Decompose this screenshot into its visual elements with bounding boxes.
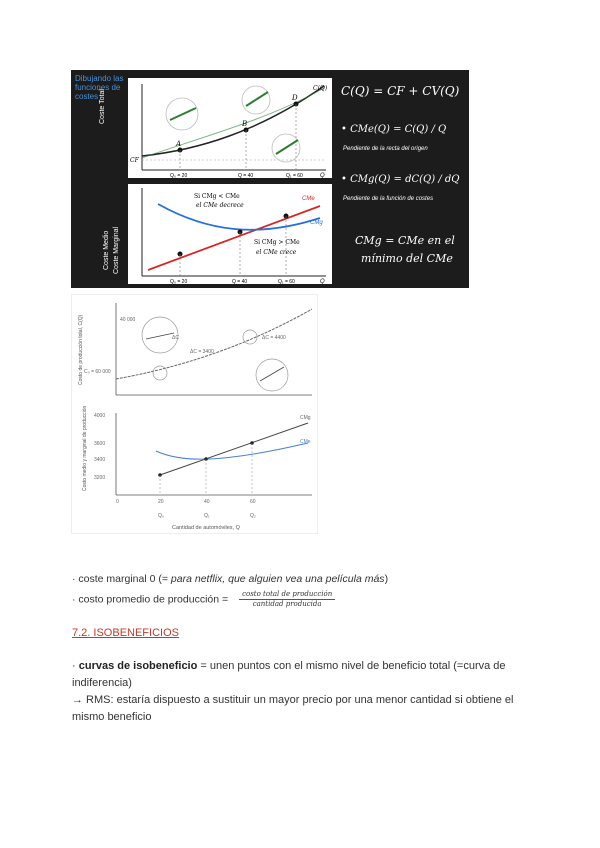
total-cost-chart [128, 78, 332, 178]
top-tick-y1: C₀ = 60 000 [84, 369, 111, 375]
point-b-label: B [242, 120, 248, 128]
bottom-tick-y1: 3600 [94, 441, 106, 447]
x-tick-0: Q₀ = 20 [170, 173, 188, 178]
point-a-label: A [176, 140, 182, 148]
annotation-0: ΔC = 3400 [190, 349, 214, 355]
caption-cmg: Pendiente de la función de costes [343, 196, 434, 202]
line-average-cost [72, 590, 335, 609]
p1-bold-term: curvas de isobeneficio [78, 660, 198, 672]
x-tick-1b: Q = 40 [232, 279, 248, 284]
top-tick-y0: 40 000 [120, 317, 136, 323]
scan-x-tick-3: 60 [250, 499, 256, 505]
line1-prefix: · coste marginal 0 (= [72, 573, 171, 585]
line1-suffix: ) [384, 573, 389, 585]
q-label-0: Q₀ [158, 513, 164, 519]
p1-rest: = unen puntos con el mismo nivel de beneficio total (=curva de indiferencia) [72, 660, 506, 689]
formula-cmg: • CMg(Q) = dC(Q) / dQ [341, 174, 460, 185]
cmg-label: CMg [310, 220, 323, 226]
x-tick-2: Q₁ = 60 [286, 173, 303, 178]
formula-cme: • CMe(Q) = C(Q) / Q [341, 124, 447, 135]
scan-bottom-ylabel: Costo medio y marginal de producción [82, 405, 88, 491]
x-tick-1: Q = 40 [238, 173, 254, 178]
avg-marginal-ylabel-2: Coste Marginal [113, 226, 120, 274]
annotation-1: ΔC = 4400 [262, 335, 286, 341]
scan-x-tick-2: 40 [204, 499, 210, 505]
scan-x-tick-0: 0 [116, 499, 119, 505]
cmg-line [148, 206, 320, 270]
scan-xlabel: Cantidad de automóviles, Q [172, 525, 240, 531]
q-label-1: Q₁ [204, 513, 210, 519]
note1-line2: el CMe decrece [196, 202, 244, 209]
fraction-numerator: costo total de producción [239, 590, 335, 600]
cme-label: CMe [302, 196, 315, 202]
caption-cme: Pendiente de la recta del origen [343, 146, 428, 152]
scan-x-tick-1: 20 [158, 499, 164, 505]
x-tick-2b: Q₁ = 60 [278, 279, 295, 284]
note2-line2: el CMe crece [256, 249, 297, 256]
textbook-chart [72, 295, 319, 535]
x-axis-letter: Q [320, 173, 325, 178]
line2-prefix: · costo promedio de producción = [72, 593, 232, 606]
q-label-2: Q₂ [250, 513, 256, 519]
isobenefit-paragraph [72, 658, 542, 692]
note1-line1: Si CMg < CMe [194, 193, 240, 200]
scan-top-ylabel: Costo de producción total, C(Q) [78, 314, 84, 385]
note2-line1: Si CMg > CMe [254, 239, 300, 246]
section-heading: 7.2. ISOBENEFICIOS [72, 627, 179, 639]
p1-bullet: · [72, 660, 79, 672]
total-cost-ylabel: Coste Total [99, 89, 106, 124]
lecture-slide-image [71, 70, 469, 288]
x-axis-letter-b: Q [320, 279, 325, 284]
average-cost-fraction [239, 590, 335, 609]
result-line-2: mínimo del CMe [361, 252, 453, 265]
rms-paragraph: → RMS: estaría dispuesto a sustituir un mayor precio por una menor cantidad si obtiene el mismo beneficio [72, 694, 514, 723]
result-line-1: CMg = CMe en el [355, 234, 455, 247]
line-marginal-cost [72, 573, 388, 585]
avg-marginal-panel [128, 184, 332, 284]
slide-title: Dibujando las funciones de costes [75, 74, 124, 101]
bottom-tick-y2: 3400 [94, 457, 106, 463]
avg-marginal-chart [128, 184, 332, 284]
scan-cmg-label: CMg [300, 415, 311, 421]
textbook-figure [71, 294, 318, 534]
cf-label: CF [130, 157, 139, 164]
formula-total-cost: C(Q) = CF + CV(Q) [341, 84, 460, 98]
line1-italic: para netflix, que alguien vea una película más [170, 573, 385, 585]
total-cost-panel [128, 78, 332, 178]
avg-marginal-ylabel-1: Coste Medio [103, 230, 110, 270]
point-d-label: D [292, 94, 298, 102]
scan-cme-label: CMe [300, 439, 311, 445]
annotation-2: ΔC [172, 335, 179, 341]
bottom-tick-y0: 4000 [94, 413, 106, 419]
curve-label: C(Q) [313, 85, 328, 92]
bottom-tick-y3: 3200 [94, 475, 106, 481]
fraction-denominator: cantidad producida [252, 600, 322, 608]
x-tick-0b: Q₀ = 20 [170, 279, 188, 284]
